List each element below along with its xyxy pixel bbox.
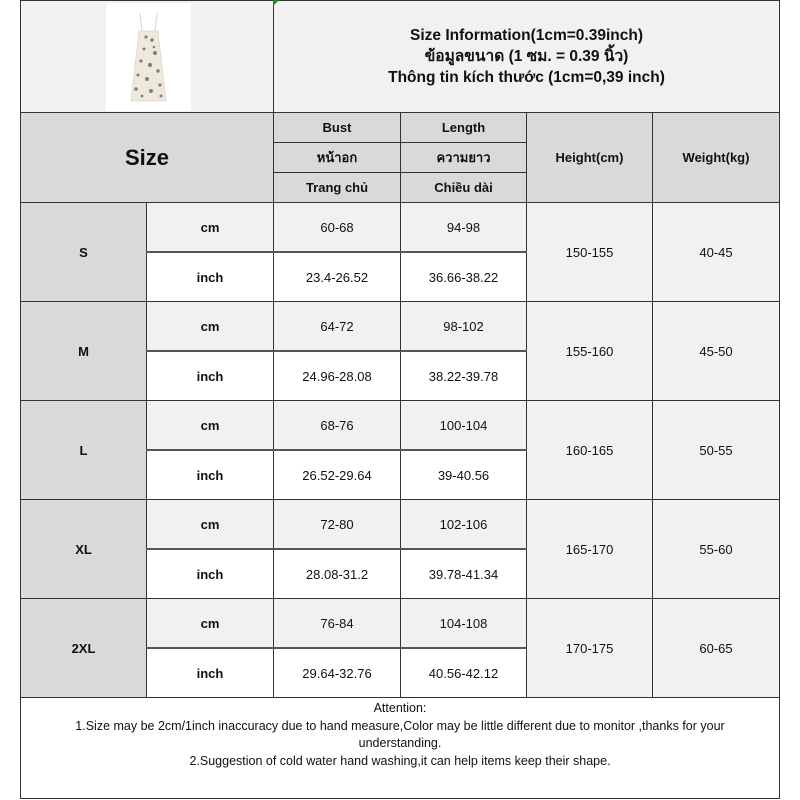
title-english: Size Information(1cm=0.39inch) <box>410 27 643 44</box>
unit-cm: cm <box>147 302 274 352</box>
unit-inch: inch <box>147 648 274 698</box>
bust-inch: 28.08-31.2 <box>274 549 401 599</box>
length-header-en: Length <box>401 113 527 143</box>
title-row <box>21 1 780 113</box>
length-inch: 36.66-38.22 <box>401 252 527 302</box>
note-1: 1.Size may be 2cm/1inch inaccuracy due to hand measure,Color may be little different due to monitor ,thanks for your <box>75 718 725 733</box>
attention-notes <box>21 698 780 799</box>
height-value: 170-175 <box>527 599 653 698</box>
size-label: L <box>21 401 147 500</box>
product-image-cell <box>21 1 274 113</box>
note-2: 2.Suggestion of cold water hand washing,it can help items keep their shape. <box>189 753 611 768</box>
bust-cm: 68-76 <box>274 401 401 451</box>
table-row <box>21 401 780 451</box>
size-label: M <box>21 302 147 401</box>
size-label: 2XL <box>21 599 147 698</box>
unit-cm: cm <box>147 203 274 253</box>
height-value: 160-165 <box>527 401 653 500</box>
unit-cm: cm <box>147 599 274 649</box>
unit-inch: inch <box>147 351 274 401</box>
weight-header: Weight(kg) <box>653 113 780 203</box>
length-inch: 40.56-42.12 <box>401 648 527 698</box>
dress-image <box>106 3 191 111</box>
table-row <box>21 203 780 253</box>
bust-cm: 60-68 <box>274 203 401 253</box>
unit-inch: inch <box>147 252 274 302</box>
length-header-th: ความยาว <box>401 143 527 173</box>
notes-row <box>21 698 780 799</box>
size-header: Size <box>21 113 274 203</box>
length-cm: 102-106 <box>401 500 527 550</box>
table-row <box>21 302 780 352</box>
bust-header-en: Bust <box>274 113 401 143</box>
weight-value: 50-55 <box>653 401 780 500</box>
height-value: 150-155 <box>527 203 653 302</box>
unit-inch: inch <box>147 450 274 500</box>
weight-value: 60-65 <box>653 599 780 698</box>
length-inch: 38.22-39.78 <box>401 351 527 401</box>
length-header-vi: Chiều dài <box>401 173 527 203</box>
bust-inch: 24.96-28.08 <box>274 351 401 401</box>
table-row <box>21 500 780 550</box>
height-value: 155-160 <box>527 302 653 401</box>
bust-header-th: หน้าอก <box>274 143 401 173</box>
bust-inch: 23.4-26.52 <box>274 252 401 302</box>
unit-cm: cm <box>147 401 274 451</box>
weight-value: 45-50 <box>653 302 780 401</box>
height-header: Height(cm) <box>527 113 653 203</box>
length-inch: 39-40.56 <box>401 450 527 500</box>
bust-cm: 64-72 <box>274 302 401 352</box>
cell-comment-flag-icon <box>273 0 279 6</box>
unit-cm: cm <box>147 500 274 550</box>
title-thai: ข้อมูลขนาด (1 ซม. = 0.39 นิ้ว) <box>424 48 629 65</box>
unit-inch: inch <box>147 549 274 599</box>
size-information-title <box>274 1 780 113</box>
table-row <box>21 599 780 649</box>
length-cm: 100-104 <box>401 401 527 451</box>
length-inch: 39.78-41.34 <box>401 549 527 599</box>
weight-value: 55-60 <box>653 500 780 599</box>
weight-value: 40-45 <box>653 203 780 302</box>
height-value: 165-170 <box>527 500 653 599</box>
note-1-continued: understanding. <box>358 736 442 750</box>
bust-cm: 76-84 <box>274 599 401 649</box>
size-chart <box>20 0 779 798</box>
bust-inch: 29.64-32.76 <box>274 648 401 698</box>
header-row-1 <box>21 113 780 143</box>
length-cm: 98-102 <box>401 302 527 352</box>
bust-cm: 72-80 <box>274 500 401 550</box>
title-vietnamese: Thông tin kích thước (1cm=0,39 inch) <box>388 69 665 86</box>
length-cm: 94-98 <box>401 203 527 253</box>
size-label: XL <box>21 500 147 599</box>
attention-title: Attention: <box>373 701 427 715</box>
bust-header-vi: Trang chủ <box>274 173 401 203</box>
bust-inch: 26.52-29.64 <box>274 450 401 500</box>
length-cm: 104-108 <box>401 599 527 649</box>
size-table <box>20 0 780 799</box>
size-label: S <box>21 203 147 302</box>
